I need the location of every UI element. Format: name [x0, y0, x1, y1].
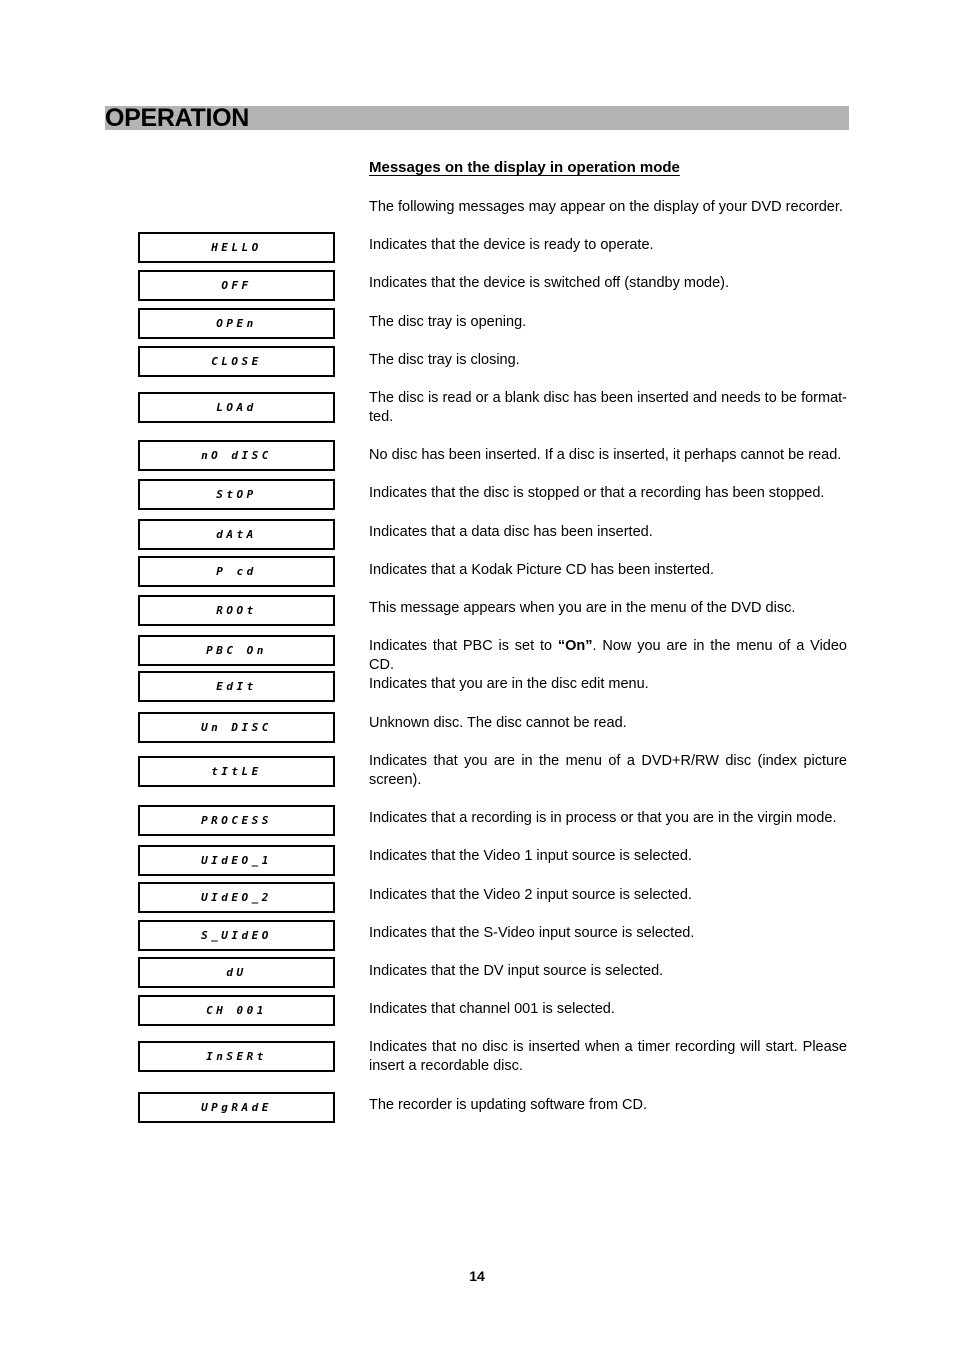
- lcd-display-p-cd: P cd: [138, 556, 335, 587]
- message-description: Indicates that a Kodak Picture CD has been insterted.: [369, 562, 714, 578]
- message-description: Indicates that a data disc has been inserted.: [369, 524, 653, 540]
- description-text: Indicates that PBC is set to: [369, 638, 558, 654]
- lcd-display-load: LOAd: [138, 392, 335, 423]
- lcd-display-close: CLOSE: [138, 346, 335, 377]
- lcd-display-s-video: S_UIdEO: [138, 920, 335, 951]
- page-number: 14: [469, 1268, 485, 1284]
- message-description: Indicates that channel 001 is selected.: [369, 1001, 615, 1017]
- lcd-display-process: PROCESS: [138, 805, 335, 836]
- lcd-display-no-disc: nO dISC: [138, 440, 335, 471]
- description-text: . Now you are in the menu of a Video CD.: [369, 638, 847, 673]
- message-description: The disc tray is closing.: [369, 352, 520, 368]
- message-description: Indicates that you are in the menu of a DVD+R/RW disc (index picture screen).: [369, 753, 847, 788]
- lcd-display-edit: EdIt: [138, 671, 335, 702]
- message-description: Indicates that the S-Video input source is selected.: [369, 925, 695, 941]
- message-description: The disc is read or a blank disc has been inserted and needs to be format-ted.: [369, 390, 847, 425]
- message-description: Indicates that the disc is stopped or that a recording has been stopped.: [369, 485, 825, 501]
- lcd-display-open: OPEn: [138, 308, 335, 339]
- message-description: No disc has been inserted. If a disc is inserted, it perhaps cannot be read.: [369, 447, 842, 463]
- message-description: Indicates that the device is ready to operate.: [369, 237, 654, 253]
- message-description: Indicates that the Video 2 input source is selected.: [369, 887, 692, 903]
- lcd-display-root: ROOt: [138, 595, 335, 626]
- lcd-display-video-1: UIdEO_1: [138, 845, 335, 876]
- message-description: Indicates that you are in the disc edit menu.: [369, 676, 649, 692]
- lcd-display-pbc-on: PBC On: [138, 635, 335, 666]
- message-description: This message appears when you are in the menu of the DVD disc.: [369, 600, 796, 616]
- section-heading: Messages on the display in operation mode: [369, 159, 680, 176]
- page-title: OPERATION: [105, 104, 250, 132]
- lcd-display-video-2: UIdEO_2: [138, 882, 335, 913]
- lcd-display-data: dAtA: [138, 519, 335, 550]
- lcd-display-off: OFF: [138, 270, 335, 301]
- message-description: [369, 637, 847, 675]
- description-emphasis: “On”: [557, 638, 593, 654]
- message-description: Indicates that no disc is inserted when a timer recording will start. Please insert a recordable disc.: [369, 1039, 847, 1074]
- lcd-display-dv: dU: [138, 957, 335, 988]
- lcd-display-title: tItLE: [138, 756, 335, 787]
- message-description: The disc tray is opening.: [369, 314, 527, 330]
- intro-text: The following messages may appear on the display of your DVD recorder.: [369, 199, 843, 215]
- message-description: The recorder is updating software from CD.: [369, 1097, 648, 1113]
- message-description: Indicates that the device is switched off (standby mode).: [369, 275, 730, 291]
- lcd-display-stop: StOP: [138, 479, 335, 510]
- lcd-display-insert: InSERt: [138, 1041, 335, 1072]
- message-description: Indicates that the Video 1 input source is selected.: [369, 848, 692, 864]
- message-description: Unknown disc. The disc cannot be read.: [369, 715, 627, 731]
- lcd-display-upgrade: UPgRAdE: [138, 1092, 335, 1123]
- lcd-display-hello: HELLO: [138, 232, 335, 263]
- lcd-display-channel: CH 001: [138, 995, 335, 1026]
- message-description: Indicates that a recording is in process or that you are in the virgin mode.: [369, 810, 837, 826]
- message-description: Indicates that the DV input source is selected.: [369, 963, 664, 979]
- lcd-display-un-disc: Un DISC: [138, 712, 335, 743]
